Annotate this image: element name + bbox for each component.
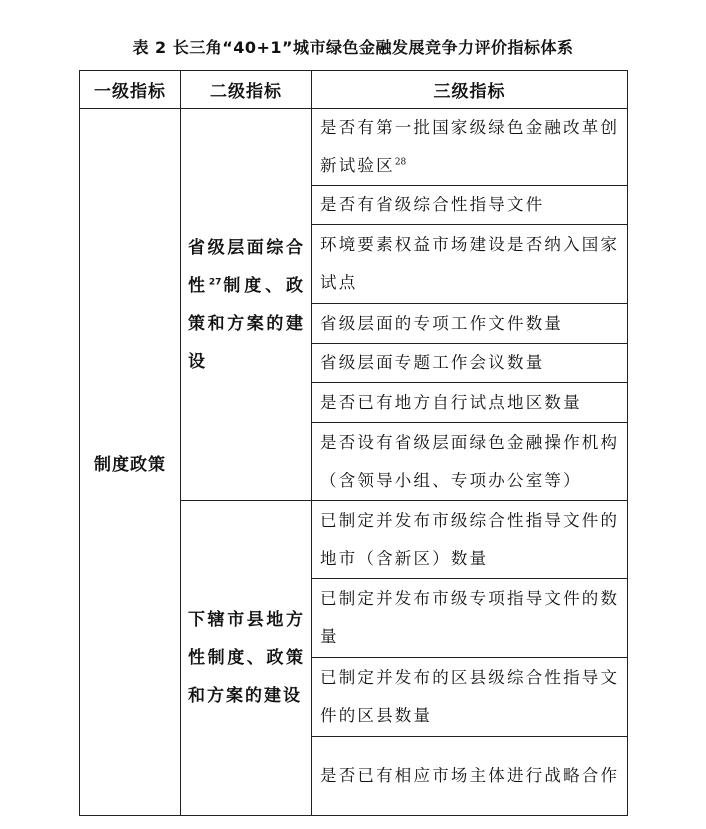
level3-item: 是否有省级综合性指导文件 — [312, 186, 628, 225]
level3-item: 是否已有地方自行试点地区数量 — [312, 383, 628, 423]
footnote-28: 28 — [394, 157, 407, 168]
level3-item: 是否已有相应市场主体进行战略合作 — [312, 737, 628, 816]
header-row — [80, 71, 628, 109]
level3-item: 已制定并发布的区县级综合性指导文件的区县数量 — [312, 658, 628, 737]
level2-provincial-title-b: 制度、政策和方案的建设 — [188, 275, 306, 372]
level3-item: 是否有第一批国家级绿色金融改革创新试验区$^{28}$ — [312, 109, 628, 186]
footnote-27: 27 — [208, 276, 222, 287]
table-row — [80, 109, 628, 186]
header-level1: 一级指标 — [80, 71, 181, 109]
header-level2: 二级指标 — [181, 71, 312, 109]
level3-item: 省级层面专题工作会议数量 — [312, 344, 628, 383]
level3-item: 已制定并发布市级专项指导文件的数量 — [312, 579, 628, 658]
indicator-table — [79, 70, 628, 816]
level3-item: 环境要素权益市场建设是否纳入国家试点 — [312, 225, 628, 304]
level2-provincial-title-a: 省级层面综合性 — [188, 237, 305, 296]
level2-provincial — [181, 109, 312, 501]
level3-item: 省级层面的专项工作文件数量 — [312, 304, 628, 344]
level1-cell: 制度政策 — [80, 109, 181, 816]
level3-item: 是否设有省级层面绿色金融操作机构（含领导小组、专项办公室等） — [312, 423, 628, 501]
level3-item: 已制定并发布市级综合性指导文件的地市（含新区）数量 — [312, 501, 628, 579]
table-caption: 表 2 长三角“40+1”城市绿色金融发展竞争力评价指标体系 — [132, 38, 574, 57]
header-level3: 三级指标 — [312, 71, 628, 109]
level2-local: 下辖市县地方性制度、政策和方案的建设 — [181, 501, 312, 816]
